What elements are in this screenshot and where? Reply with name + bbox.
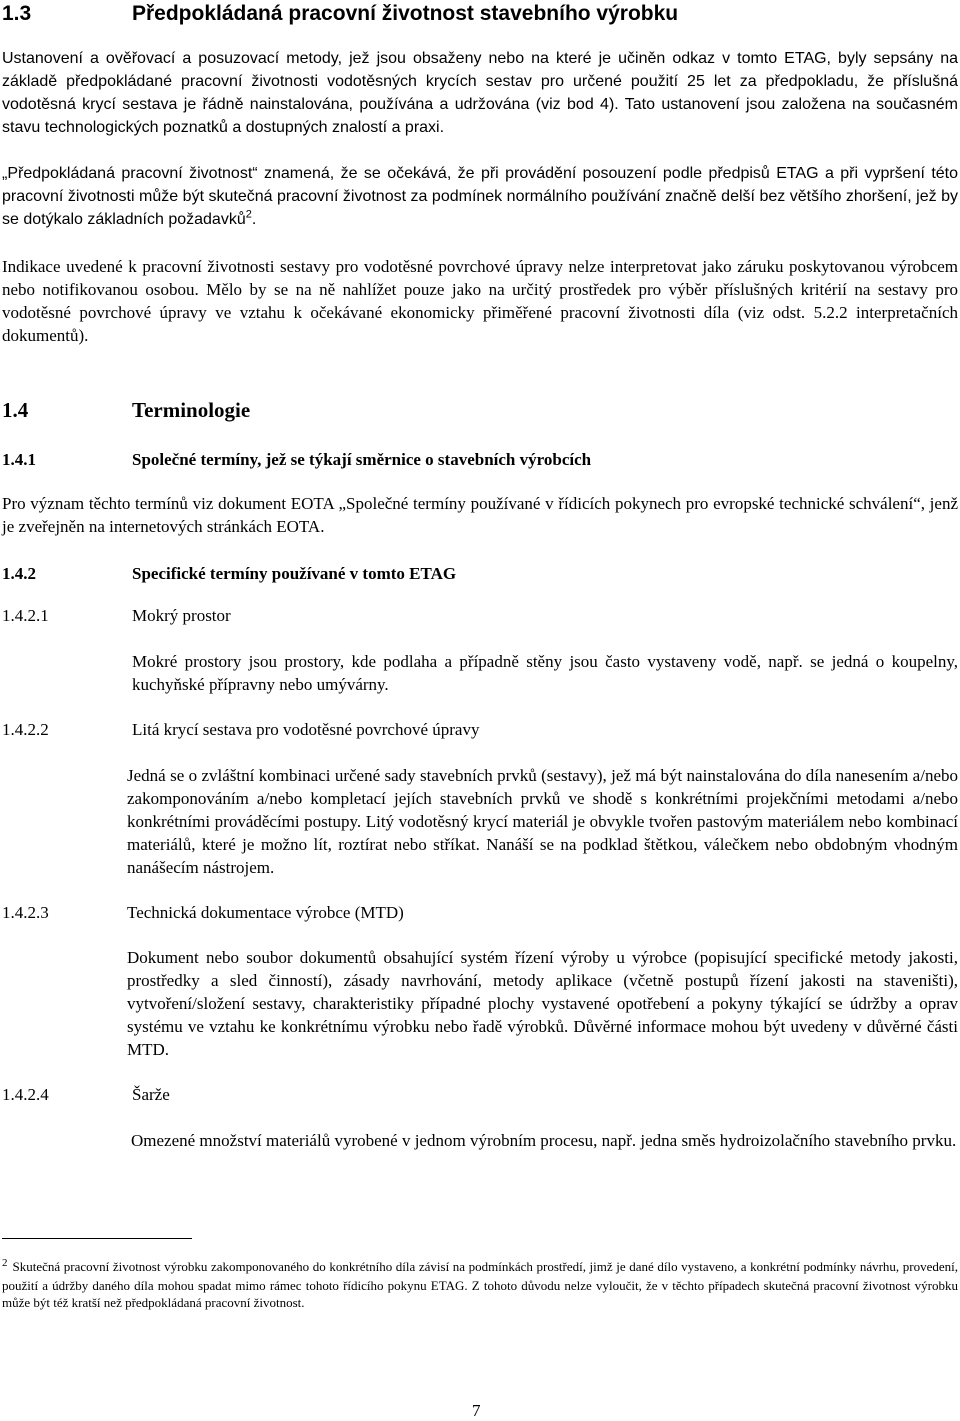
- section-number-1-3: 1.3: [2, 2, 32, 25]
- term-definition: Mokré prostory jsou prostory, kde podlaha a případně stěny jsou často vystaveny vodě, např. se jedná o koupelny, kuchyňské přípravny nebo umývárny.: [132, 652, 958, 694]
- term-title: Technická dokumentace výrobce (MTD): [127, 903, 404, 922]
- footnote: [2, 1258, 958, 1311]
- section-title-1-4-2: Specifické termíny používané v tomto ETAG: [132, 564, 457, 583]
- term-title: Mokrý prostor: [132, 606, 231, 625]
- term-number: 1.4.2.1: [2, 606, 49, 625]
- section-number-1-4-2: 1.4.2: [2, 564, 36, 583]
- paragraph-1-3-indication: Indikace uvedené k pracovní životnosti sestavy pro vodotěsné povrchové úpravy nelze interpretovat jako záruku poskytovanou výrobcem nebo notifikovanou osobou. Mělo by se na ně nahlížet pouze jako na určitý prostředek pro výběr příslušných kritérií na sestavy pro vodotěsné povrchové úpravy ve vztahu k očekávané ekonomicky přiměřené pracovní životnosti díla (viz odst. 5.2.2 interpretačních dokumentů).: [2, 257, 958, 345]
- footnote-reference: 2: [245, 208, 252, 221]
- section-title-1-4: Terminologie: [132, 398, 251, 422]
- term-title: Šarže: [132, 1085, 170, 1104]
- term-number: 1.4.2.2: [2, 720, 49, 739]
- term-number: 1.4.2.4: [2, 1085, 49, 1104]
- term-definition: Dokument nebo soubor dokumentů obsahující systém řízení výroby u výrobce (popisující specifické metody jakosti, prostředky a sled činností), zásady navrhování, metody aplikace (včetně postupů řízení jakosti na staveništi), vytvoření/složení sestavy, charakteristiky případné plochy vystavené opotřebení a pokyny týkající se údržby a oprav systému ve vztahu ke konkrétnímu výrobku nebo řadě výrobků. Důvěrné informace mohou být uvedeny v důvěrné části MTD.: [127, 948, 958, 1059]
- paragraph-1-3-definition: [2, 162, 958, 231]
- footnote-text: Skutečná pracovní životnost výrobku zakomponovaného do konkrétního díla závisí na podmínkách prostředí, jimž je dané dílo vystaveno, a konkrétní podmínky návrhu, provedení, použití a údržby daného díla mohou spadat mimo rámec tohoto řídicího pokynu ETAG. Z tohoto důvodu nelze vyloučit, že v těchto případech skutečná pracovní životnost výrobku může být též kratší než předpokládaná pracovní životnost.: [2, 1259, 958, 1310]
- section-title-1-3: Předpokládaná pracovní životnost stavebního výrobku: [132, 2, 679, 25]
- paragraph-1-3-definition-end: .: [251, 211, 257, 228]
- section-number-1-4: 1.4: [2, 398, 29, 422]
- footnote-mark: 2: [2, 1257, 8, 1269]
- section-number-1-4-1: 1.4.1: [2, 450, 36, 469]
- page-number: 7: [472, 1401, 481, 1420]
- term-definition: Jedná se o zvláštní kombinaci určené sady stavebních prvků (sestavy), jež má být nainstalována do díla nanesením a/nebo zakomponováním a/nebo kompletací jejích stavebních prvků ve shodě s konkrétními projekčními metodami a/nebo konkrétními prováděcími postupy. Litý vodotěsný krycí materiál je obvykle tvořen pastovým materiálem nebo kombinací materiálů, které je možno lít, roztírat nebo stříkat. Nanáší se na podklad štětkou, válečkem nebo obdobným vhodným nanášecím nástrojem.: [127, 766, 958, 877]
- term-number: 1.4.2.3: [2, 903, 49, 922]
- paragraph-1-4-1: Pro význam těchto termínů viz dokument EOTA „Společné termíny používané v řídicích pokynech pro evropské technické schválení“, jenž je zveřejněn na internetových stránkách EOTA.: [2, 494, 958, 536]
- paragraph-1-3-intro: Ustanovení a ověřovací a posuzovací metody, jež jsou obsaženy nebo na které je učiněn odkaz v tomto ETAG, byly sepsány na základě předpokládané pracovní životnosti vodotěsných krycích sestav pro určené použití 25 let za předpokladu, že příslušná vodotěsná krycí sestava je řádně nainstalována, používána a udržována (viz bod 4). Tato ustanovení jsou založena na současném stavu technologických poznatků a dostupných znalostí a praxi.: [2, 50, 958, 136]
- term-definition: Omezené množství materiálů vyrobené v jednom výrobním procesu, např. jedna směs hydroizolačního stavebního prvku.: [131, 1131, 957, 1150]
- term-title: Litá krycí sestava pro vodotěsné povrchové úpravy: [132, 720, 480, 739]
- section-title-1-4-1: Společné termíny, jež se týkají směrnice o stavebních výrobcích: [132, 450, 592, 469]
- paragraph-1-3-definition-text: „Předpokládaná pracovní životnost“ znamená, že se očekává, že při provádění posouzení podle předpisů ETAG a při vypršení této pracovní životnosti může být skutečná pracovní životnost za podmínek normálního používání značně delší bez většího zhoršení, jež by se dotýkalo základních požadavků: [2, 165, 958, 228]
- footnote-separator: [2, 1238, 192, 1239]
